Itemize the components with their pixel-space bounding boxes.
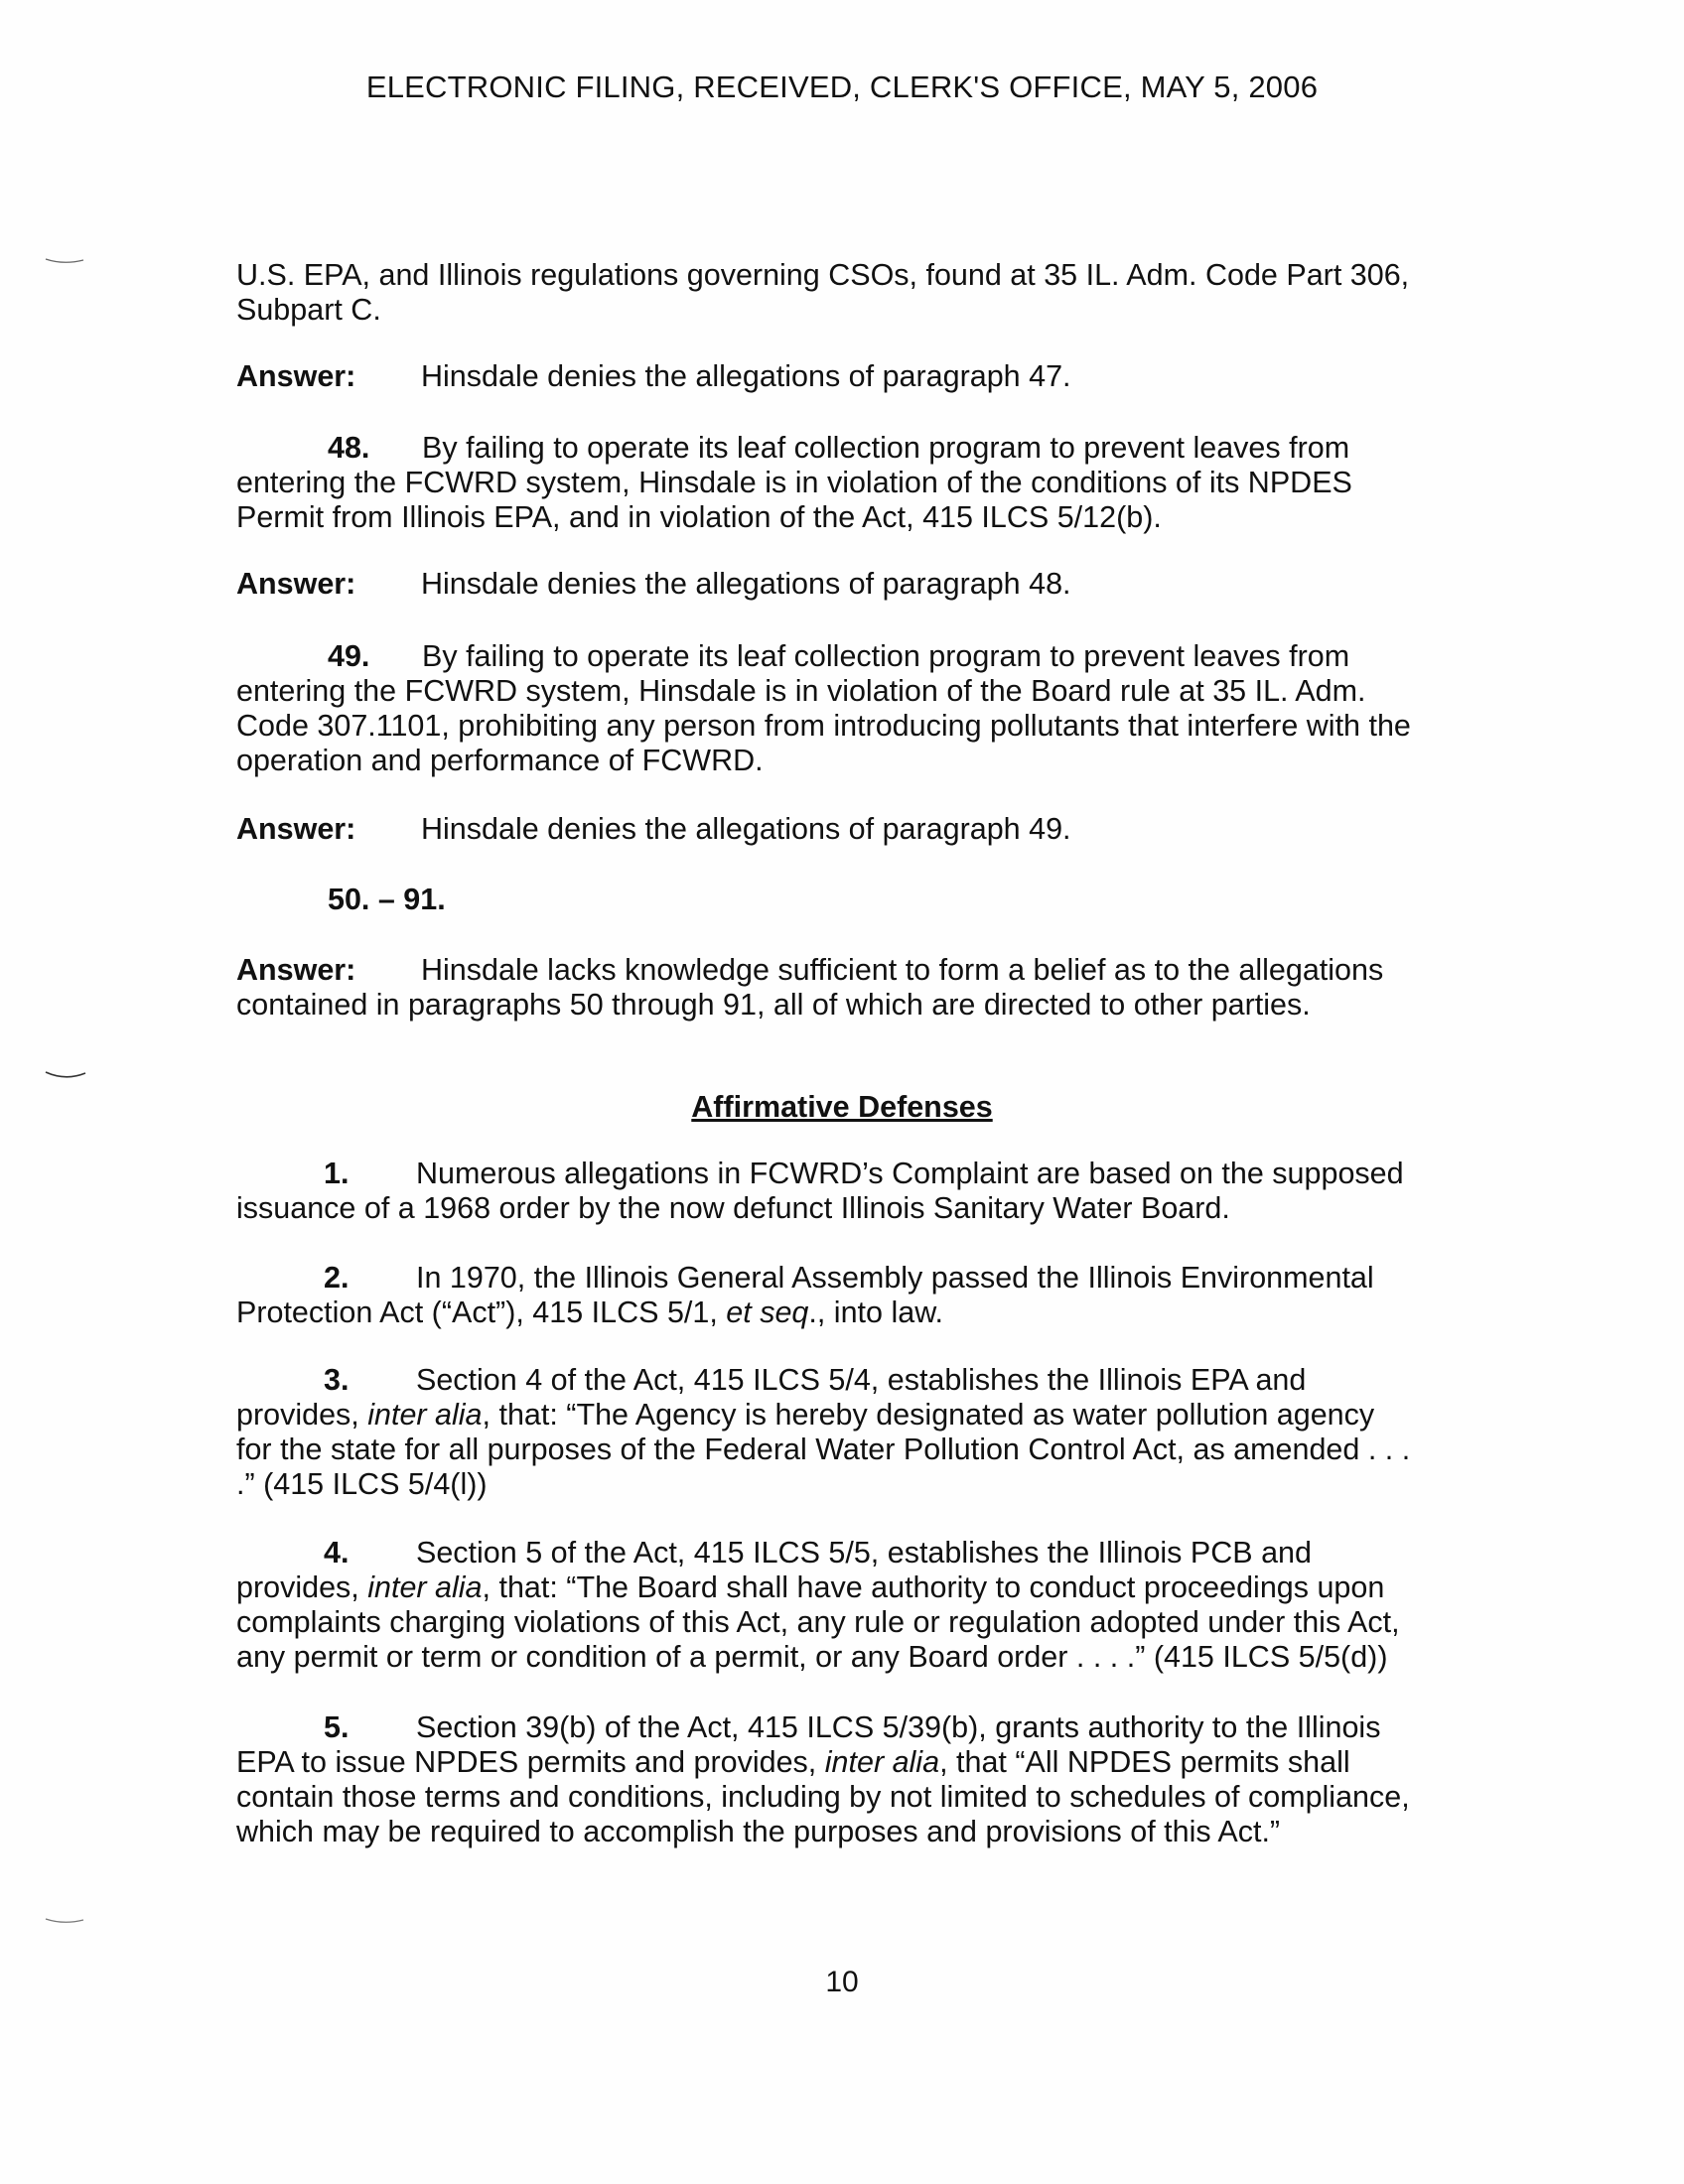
text-line: issuance of a 1968 order by the now defunct Illinois Sanitary Water Board. xyxy=(236,1191,1230,1225)
answer-text: Hinsdale denies the allegations of paragraph 49. xyxy=(421,812,1071,846)
answer-label: Answer: xyxy=(236,953,356,987)
paragraph-number: 5. xyxy=(324,1710,350,1744)
paragraph-number: 4. xyxy=(324,1536,350,1570)
defense-2 xyxy=(236,1261,1458,1330)
text-line: entering the FCWRD system, Hinsdale is in violation of the conditions of its NPDES xyxy=(236,466,1352,499)
text-line: Subpart C. xyxy=(236,293,381,327)
paragraph-number: 2. xyxy=(324,1261,350,1295)
text-line: EPA to issue NPDES permits and provides, xyxy=(236,1745,825,1779)
text-line: By failing to operate its leaf collection program to prevent leaves from xyxy=(422,431,1350,465)
paragraph-number: 1. xyxy=(324,1157,350,1190)
italic-text: inter alia xyxy=(367,1398,483,1432)
text-line: for the state for all purposes of the Federal Water Pollution Control Act, as amended . . . xyxy=(236,1433,1411,1466)
section-heading: Affirmative Defenses xyxy=(691,1090,993,1124)
text-line: Section 39(b) of the Act, 415 ILCS 5/39(b), grants authority to the Illinois xyxy=(416,1710,1381,1744)
answer-text: Hinsdale denies the allegations of paragraph 48. xyxy=(421,567,1071,601)
text-line: Section 4 of the Act, 415 ILCS 5/4, establishes the Illinois EPA and xyxy=(416,1363,1307,1397)
page-number: 10 xyxy=(825,1966,859,1998)
text-line: U.S. EPA, and Illinois regulations governing CSOs, found at 35 IL. Adm. Code Part 306, xyxy=(236,258,1410,292)
answer-text: Hinsdale denies the allegations of paragraph 47. xyxy=(421,359,1071,393)
text-line: , that: “The Agency is hereby designated as water pollution agency xyxy=(482,1398,1375,1432)
answer-paragraph-50-91 xyxy=(236,953,1458,1023)
paragraphs-50-91 xyxy=(236,883,1458,917)
italic-text: et seq xyxy=(726,1296,809,1329)
text-line: complaints charging violations of this Act, any rule or regulation adopted under this Act, xyxy=(236,1605,1400,1639)
text-line: Numerous allegations in FCWRD’s Complaint are based on the supposed xyxy=(416,1157,1404,1190)
italic-text: inter alia xyxy=(367,1570,483,1604)
defense-4 xyxy=(236,1536,1458,1675)
answer-label: Answer: xyxy=(236,567,356,601)
answer-paragraph-48 xyxy=(236,567,1458,602)
text-line: Permit from Illinois EPA, and in violation of the Act, 415 ILCS 5/12(b). xyxy=(236,500,1162,534)
defense-3 xyxy=(236,1363,1458,1502)
paragraph-number: 48. xyxy=(328,431,370,465)
answer-paragraph-49 xyxy=(236,812,1458,847)
paragraph-49 xyxy=(236,639,1458,778)
text-line: By failing to operate its leaf collection program to prevent leaves from xyxy=(422,639,1350,673)
filing-stamp-header: ELECTRONIC FILING, RECEIVED, CLERK'S OFFICE, MAY 5, 2006 xyxy=(365,69,1319,104)
continuation-paragraph xyxy=(236,258,1458,328)
text-line: entering the FCWRD system, Hinsdale is in violation of the Board rule at 35 IL. Adm. xyxy=(236,674,1366,708)
text-line: , that: “The Board shall have authority to conduct proceedings upon xyxy=(482,1570,1385,1604)
text-line: , that “All NPDES permits shall xyxy=(939,1745,1350,1779)
text-line: ., into law. xyxy=(808,1296,944,1329)
answer-label: Answer: xyxy=(236,359,356,393)
text-line: any permit or term or condition of a permit, or any Board order . . . .” (415 ILCS 5/5(d)) xyxy=(236,1640,1388,1674)
scan-margin-mark xyxy=(44,1070,89,1080)
text-line: Section 5 of the Act, 415 ILCS 5/5, establishes the Illinois PCB and xyxy=(416,1536,1312,1570)
text-line: provides, xyxy=(236,1570,368,1604)
defense-5 xyxy=(236,1710,1458,1849)
text-line: Hinsdale lacks knowledge sufficient to form a belief as to the allegations xyxy=(421,953,1384,987)
text-line: contained in paragraphs 50 through 91, all of which are directed to other parties. xyxy=(236,988,1311,1022)
text-line: Code 307.1101, prohibiting any person from introducing pollutants that interfere with the xyxy=(236,709,1411,743)
italic-text: inter alia xyxy=(824,1745,940,1779)
answer-label: Answer: xyxy=(236,812,356,846)
scan-margin-mark xyxy=(44,1916,89,1926)
paragraph-48 xyxy=(236,431,1458,535)
text-line: Protection Act (“Act”), 415 ILCS 5/1, xyxy=(236,1296,727,1329)
text-line: .” (415 ILCS 5/4(l)) xyxy=(236,1467,488,1501)
text-line: provides, xyxy=(236,1398,368,1432)
paragraph-number: 3. xyxy=(324,1363,350,1397)
paragraph-number: 50. – 91. xyxy=(328,883,446,916)
scan-margin-mark xyxy=(44,256,89,266)
paragraph-number: 49. xyxy=(328,639,370,673)
answer-paragraph-47 xyxy=(236,359,1458,394)
text-line: In 1970, the Illinois General Assembly passed the Illinois Environmental xyxy=(416,1261,1374,1295)
text-line: contain those terms and conditions, including by not limited to schedules of compliance, xyxy=(236,1780,1410,1814)
text-line: which may be required to accomplish the purposes and provisions of this Act.” xyxy=(236,1815,1281,1848)
defense-1 xyxy=(236,1157,1458,1226)
text-line: operation and performance of FCWRD. xyxy=(236,744,764,777)
